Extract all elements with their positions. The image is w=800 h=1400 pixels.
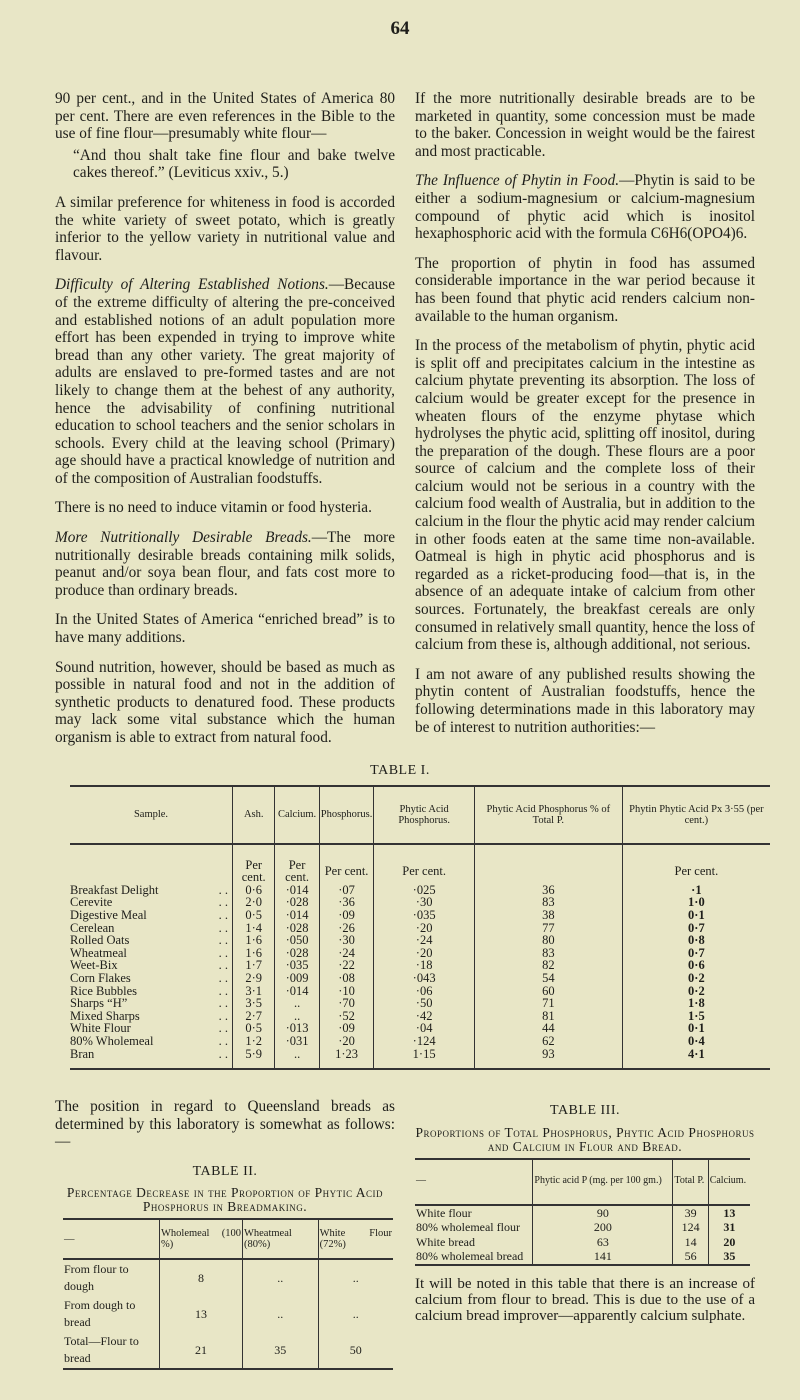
table-cell: 0·5 [233,909,275,922]
column-header: — [415,1159,533,1205]
paragraph: There is no need to induce vitamin or food hysteria. [55,499,372,517]
table-cell: 80% wholemeal flour [416,1220,520,1235]
table-cell: 21 [160,1332,243,1369]
leader-dots: . . [218,1021,228,1036]
table-cell: .. [275,1048,319,1070]
table-cell: ·30 [319,934,374,947]
sample-name: Breakfast Delight [70,882,159,897]
table-row [70,1035,770,1048]
table-row [70,909,770,922]
sample-name: Cerelean [70,920,115,935]
table-cell: ·20 [374,922,475,935]
sample-name-cell [70,997,232,1010]
table-cell: ·30 [374,896,475,909]
table-row [415,1249,750,1265]
table-cell: 0·2 [622,985,770,998]
bottom-left-column [55,1098,395,1370]
column-header: Phytic Acid Phosphorus % of Total P. [474,786,622,844]
table-cell: 8 [160,1259,243,1296]
table-cell [70,997,233,1010]
paragraph: If the more nutritionally desirable breads are to be marketed in quantity, some concession must be made to the baker. Concession in weight would be the fairest and most practicable. [415,90,755,160]
table-cell: ·20 [374,947,475,960]
table-cell: 200 [533,1220,673,1235]
table-cell: ·014 [275,985,319,998]
sample-name: Weet-Bix [70,958,118,973]
table-cell: 1·2 [233,1035,275,1048]
table-cell: 1·7 [233,959,275,972]
table-cell: ·028 [275,896,319,909]
paragraph-text: —Because of the extreme difficulty of altering the pre-conceived and established notions of an adult population more effort has been expended in trying to improve white bread than any other variety. The great majority of adults are enslaved to pre-formed tastes and are not likely to change them at the behest of any authority, hence the advisability of confining nutritional education to school teachers and the senior scholars in schools. Every child at the leaving school (Primary) age should have a practical knowledge of nutrition and of the composition of Australian foodstuffs. [55,276,395,487]
table-row [415,1220,750,1235]
table-row [63,1332,393,1369]
table-cell: 1·6 [233,934,275,947]
table-cell: 80% wholemeal bread [416,1249,524,1264]
paragraph-text: —The more nutritionally desirable breads containing milk solids, peanut and/or soya bean flour, and fats cost more to produce than ordinary breads. [55,529,395,599]
unit-cell: Per cent. [233,844,275,884]
table-cell: 0·4 [622,1035,770,1048]
table-cell: ·20 [319,1035,374,1048]
table-cell: 1·8 [622,997,770,1010]
table-cell: ·24 [374,934,475,947]
table1 [70,785,770,1071]
section-heading: More Nutritionally Desirable Breads. [55,529,312,547]
table-cell: ·09 [319,909,374,922]
paragraph: Sound nutrition, however, should be based as much as possible in natural food and not in the addition of synthetic products to denatured food. These products may lack some vital substance which the human organism is able to extract from natural food. [55,658,395,746]
column-header: Calcium. [275,786,319,844]
page-number: 64 [390,18,410,39]
table-row [70,972,770,985]
column-header: Total P. [673,1159,708,1205]
table-cell: 80 [474,934,622,947]
table-cell: ·043 [374,972,475,985]
paragraph: A similar preference for whiteness in food is accorded the white variety of sweet potato, which is greatly inferior to the yellow variety in nutritional value and flavour. [55,193,395,264]
body-columns [0,90,800,759]
table-cell: 5·9 [233,1048,275,1070]
table3 [415,1158,750,1266]
table-cell: From dough to bread [64,1298,136,1330]
column-header: — [63,1219,160,1259]
units-row [70,844,770,884]
paragraph: The proportion of phytin in food has assumed considerable importance in the war period because it has been found that phytic acid renders calcium non-available to the human organism. [415,254,755,325]
table-cell: 3·1 [233,985,275,998]
table-cell: From flour to dough [64,1262,129,1294]
table1-body [70,844,770,1070]
table-cell: .. [242,1259,318,1296]
table2-body [63,1259,393,1369]
sample-name: Corn Flakes [70,970,131,985]
table-cell: 35 [242,1332,318,1369]
table-row [415,1205,750,1221]
paragraph-text: —Phytin is said to be either a sodium-magnesium or calcium-magnesium compound of phytic acid which is inositol hexaphosphoric acid with the formula C6H6(OPO4)6. [415,172,755,243]
table-cell: ·22 [319,959,374,972]
table-cell: 83 [474,947,622,960]
table-cell: 62 [474,1035,622,1048]
table1-wrapper [0,785,800,1071]
table3-header-row [415,1159,750,1205]
column-header: Wholemeal (100 %) [160,1219,243,1259]
bottom-right-column [415,1098,755,1370]
table-cell: 1·6 [233,947,275,960]
table-cell: ·050 [275,934,319,947]
table-cell: White bread [416,1234,475,1249]
table-cell: ·025 [374,884,475,897]
table-cell: 81 [474,1010,622,1023]
table-cell [70,1048,233,1070]
table-cell: ·18 [374,959,475,972]
table-cell: 0·8 [622,934,770,947]
sample-name: Cerevite [70,895,113,910]
table-cell: ·26 [319,922,374,935]
table-cell: ·42 [374,1010,475,1023]
leader-dots: . . [218,933,228,948]
table-cell: 20 [708,1235,750,1250]
table-cell: 3·5 [233,997,275,1010]
table-cell: 13 [160,1296,243,1332]
table-cell: ·24 [319,947,374,960]
leader-dots: . . [218,895,228,910]
table-cell: 50 [318,1332,393,1369]
unit-cell: Per cent. [622,844,770,884]
paragraph [415,172,755,242]
sample-name: Rolled Oats [70,933,130,948]
sample-name-cell [70,972,232,985]
table-cell: 71 [474,997,622,1010]
table-cell: ·09 [319,1022,374,1035]
leader-dots: . . [218,996,228,1011]
table-cell: 0·2 [622,972,770,985]
table-cell: 1·5 [622,1010,770,1023]
table-cell: 54 [474,972,622,985]
table-row [70,997,770,1010]
left-column [55,90,395,759]
table-cell [70,1035,233,1048]
table3-body [415,1205,750,1265]
table-cell: ·07 [319,884,374,897]
table-cell: ·1 [622,884,770,897]
leader-dots: . . [218,882,228,897]
table-cell: 44 [474,1022,622,1035]
table-cell: ·035 [275,959,319,972]
sample-name-cell [70,1035,232,1048]
table-cell: ·035 [374,909,475,922]
table2-caption: Percentage Decrease in the Proportion of Phytic Acid Phosphorus in Breadmaking. [66,1185,384,1215]
column-header: Phytin Phytic Acid Px 3·55 (per cent.) [622,786,770,844]
table-cell: 38 [474,909,622,922]
table-cell [70,909,233,922]
table-cell: 0·7 [622,947,770,960]
sample-name: White Flour [70,1021,131,1036]
table-cell: ·08 [319,972,374,985]
sample-name: Rice Bubbles [70,983,138,998]
paragraph [55,529,395,599]
table-cell: 31 [708,1220,750,1235]
unit-cell [474,844,622,884]
table-cell: 0·6 [233,884,275,897]
bible-quote: “And thou shalt take fine flour and bake twelve cakes thereof.” (Leviticus xxiv., 5.) [73,146,395,182]
leader-dots: . . [218,1008,228,1023]
table-cell: 124 [673,1220,708,1235]
leader-dots: . . [218,945,228,960]
table-cell [70,972,233,985]
table-cell: 93 [474,1048,622,1070]
table2-header-row [63,1219,393,1259]
table-cell: 14 [673,1235,708,1250]
table-cell: ·36 [319,896,374,909]
table-cell: ·009 [275,972,319,985]
table-row [63,1296,393,1332]
section-heading: Difficulty of Altering Established Notions. [55,276,329,294]
paragraph: In the process of the metabolism of phytin, phytic acid is split off and precipitates calcium in the intestine as calcium phytate preventing its absorption. The loss of calcium would be greater except for the presence in wheaten flours of the enzyme phytase which hydrolyses the phytic acid, splitting off inositol, during the preparation of the dough. These flours are a poor source of calcium and the complete loss of their calcium would not be serious in a country with the calcium food wealth of Australia, but in addition to the calcium in the flour the phytic acid may render calcium in other foods eaten at the same time non-available. Oatmeal is high in phytic acid phosphorus and is regarded as a ricket-producing food—that is, in the absence of an adequate intake of calcium from other sources. Fortunately, the breakfast cereals are only consumed in relatively small quantity, hence the loss of calcium from these is, although additional, not serious. [415,337,755,654]
table-cell: 1·0 [622,896,770,909]
unit-cell [70,844,233,884]
table-cell: 83 [474,896,622,909]
column-header: Sample. [70,786,233,844]
leader-dots: . . [218,970,228,985]
table-cell [70,934,233,947]
column-header: Phytic acid P (mg. per 100 gm.) [533,1159,673,1205]
leader-dots: . . [218,907,228,922]
table1-header-row [70,786,770,844]
table-cell: ·014 [275,884,319,897]
table-cell: ·70 [319,997,374,1010]
table-cell: ·028 [275,947,319,960]
table-cell: ·50 [374,997,475,1010]
sample-name: Bran [70,1046,95,1061]
section-heading: The Influence of Phytin in Food. [415,172,620,190]
leader-dots: . . [218,1033,228,1048]
paragraph: It will be noted in this table that there is an increase of calcium from flour to bread. This is due to the use of a calcium bread improver—apparently calcium sulphate. [415,1275,755,1324]
table-cell: 82 [474,959,622,972]
table-cell: .. [318,1259,393,1296]
table-cell: ·028 [275,922,319,935]
sample-name: Wheatmeal [70,945,127,960]
table-cell: ·04 [374,1022,475,1035]
table2 [63,1218,393,1370]
table-cell: 35 [708,1249,750,1265]
paragraph: The position in regard to Queensland breads as determined by this laboratory is somewhat as follows:— [55,1098,395,1151]
sample-name-cell [70,934,232,947]
column-header: Wheatmeal (80%) [242,1219,318,1259]
table1-title: TABLE I. [370,762,430,778]
table-cell: .. [318,1296,393,1332]
table-cell: ·124 [374,1035,475,1048]
table-cell: ·014 [275,909,319,922]
table-cell: 13 [708,1205,750,1221]
table-cell: 77 [474,922,622,935]
leader-dots: . . [218,958,228,973]
table-cell: 0·6 [622,959,770,972]
sample-name: Mixed Sharps [70,1008,140,1023]
right-column [415,90,755,759]
sample-name-cell [70,909,232,922]
unit-cell: Per cent. [374,844,475,884]
table-cell: ·10 [319,985,374,998]
leader-dots: . . [218,983,228,998]
table-cell: ·06 [374,985,475,998]
table-cell: White flour [416,1205,472,1220]
column-header: Phosphorus. [319,786,374,844]
table2-title: TABLE II. [192,1163,258,1179]
table-cell: 2·7 [233,1010,275,1023]
paragraph [55,276,395,487]
table-row [70,934,770,947]
table-cell: 2·9 [233,972,275,985]
sample-name: 80% Wholemeal [70,1033,154,1048]
table-cell: 90 [533,1205,673,1221]
unit-cell: Per cent. [319,844,374,884]
unit-cell: Per cent. [275,844,319,884]
column-header: Ash. [233,786,275,844]
table-cell: 36 [474,884,622,897]
sample-name-cell [70,1048,232,1061]
table-cell: .. [242,1296,318,1332]
table-cell: 141 [533,1249,673,1265]
bottom-columns [0,1098,800,1370]
table-cell: 63 [533,1235,673,1250]
paragraph: 90 per cent., and in the United States of America 80 per cent. There are even references in the Bible to the use of fine flour—presumably white flour— [55,90,395,143]
table-cell: 1·4 [233,922,275,935]
table-cell: 2·0 [233,896,275,909]
paragraph: In the United States of America “enriched bread” is to have many additions. [55,611,395,647]
table3-title: TABLE III. [550,1103,620,1119]
table-cell: Total—Flour to bread [64,1334,139,1366]
table-cell: ·013 [275,1022,319,1035]
table-row [63,1259,393,1296]
table-row [70,1048,770,1070]
sample-name: Sharps “H” [70,996,128,1011]
table-row [415,1235,750,1250]
table-cell: 60 [474,985,622,998]
table-cell: 56 [673,1249,708,1265]
column-header: White Flour (72%) [318,1219,393,1259]
column-header: Phytic Acid Phosphorus. [374,786,475,844]
table-cell: 0·5 [233,1022,275,1035]
table-cell: .. [275,997,319,1010]
table-cell: 0·1 [622,909,770,922]
sample-name: Digestive Meal [70,907,147,922]
table-cell: .. [275,1010,319,1023]
table-cell: 1·15 [374,1048,475,1070]
table-cell: 0·1 [622,1022,770,1035]
leader-dots: . . [218,920,228,935]
paragraph: I am not aware of any published results showing the phytin content of Australian foodstuffs, hence the following determinations made in this laboratory may be of interest to nutrition authorities:— [415,665,755,736]
table3-caption: Proportions of Total Phosphorus, Phytic Acid Phosphorus and Calcium in Flour and Bread. [415,1124,755,1154]
table-cell: ·52 [319,1010,374,1023]
table-cell: 39 [673,1205,708,1221]
leader-dots: . . [218,1046,228,1061]
table-cell: ·031 [275,1035,319,1048]
table-cell: 0·7 [622,922,770,935]
column-header: Calcium. [708,1159,750,1205]
table-cell: 4·1 [622,1048,770,1070]
table-cell: 1·23 [319,1048,374,1070]
